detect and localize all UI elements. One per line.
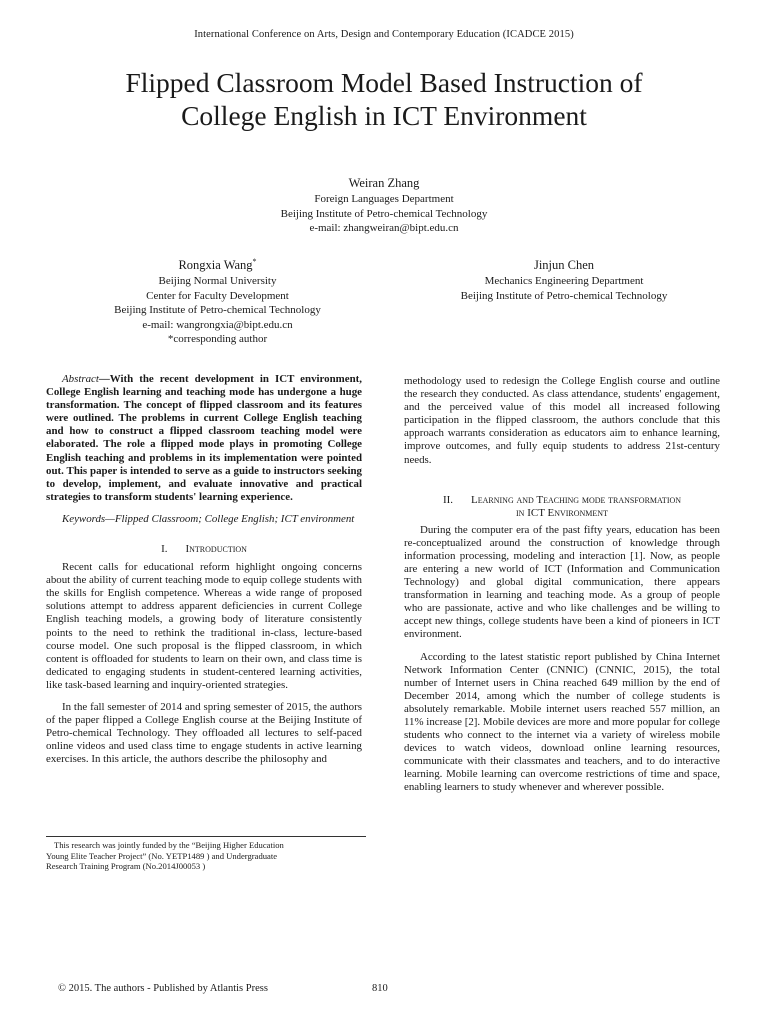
author-name: Jinjun Chen (533, 258, 595, 272)
left-column (46, 373, 362, 766)
author-affiliation: Center for Faculty Development (146, 289, 289, 302)
section-title: Learning and Teaching mode transformation (471, 493, 682, 506)
author-affiliation: Mechanics Engineering Department (484, 275, 644, 287)
section-number: I. (161, 543, 168, 556)
section-number: II. (442, 493, 454, 506)
footnote (46, 840, 366, 872)
author-affiliation: Foreign Languages Department (314, 193, 454, 205)
author-affiliation: Beijing Institute of Petro-chemical Technology (114, 304, 321, 316)
paragraph: Recent calls for educational reform highlight ongoing concerns about the ability of current teaching mode to equip college students with the skills for English competence. Whereas a wide range of proposed solutions attempt to address apparent deficiencies in current College English teaching models, a growing body of literature consistently points to the need to rethink the traditional in-class, lecture-based course model. One such proposal is the flipped classroom, in which content is offloaded for students to learn on their own, and class time is dedicated to engaging students in student-centered learning activities, like task-based learning and inquiry-oriented strategies. (46, 561, 362, 691)
paper-title (40, 66, 728, 132)
copyright-footer: © 2015. The authors - Published by Atlantis Press (58, 983, 268, 994)
author-affiliation: Beijing Institute of Petro-chemical Technology (280, 207, 488, 220)
author-block-wang (85, 257, 350, 347)
paragraph: methodology used to redesign the College English course and outline the research they conducted. As class attendance, students' engagement, and the perceived value of this model all increased following participation in the flipped classroom, the authors conclude that this approach warrants consideration as educators aim to enhance learning, improve outcomes, and fully equip students to address 21st-century needs. (404, 375, 720, 466)
section-title: in ICT Environment (516, 506, 608, 519)
author-email: e-mail: zhangweiran@bipt.edu.cn (309, 222, 459, 234)
author-email: e-mail: wangrongxia@bipt.edu.cn (142, 318, 293, 331)
author-block-zhang (184, 175, 584, 236)
author-affiliation: Beijing Institute of Petro-chemical Technology (460, 289, 668, 302)
section-title: Introduction (185, 543, 247, 556)
paragraph: In the fall semester of 2014 and spring semester of 2015, the authors of the paper flipped a College English course at the Beijing Institute of Petro-chemical Technology. They offloaded all lectures to self-paced online videos and used class time to engage students in active learning exercises. In this article, the authors describe the philosophy and (46, 700, 362, 766)
footnote-divider (46, 836, 366, 837)
footnote-line: This research was jointly funded by the “Beijing Higher Education (54, 840, 284, 850)
paragraph: According to the latest statistic report published by China Internet Network Information Center (CNNIC) (CNNIC, 2015), the total number of Internet users in China reached 649 million by the end of December 2014, among which the number of college students is absolutely remarkable. Mobile internet users reached 557 million, an 11% increase [2]. Mobile devices are more and more popular for college students who connect to the internet via a variety of wireless mobile devices to watch videos, download online learning resources, communicate with their classmates and teachers, and to do interactive learning. Mobile learning can overcome restrictions of time and space, enabling learners to study whenever and wherever possible. (404, 650, 720, 794)
section-heading-learning-and-teaching (404, 494, 720, 520)
right-column (404, 375, 720, 795)
page-number: 810 (372, 983, 388, 994)
author-name: Weiran Zhang (348, 176, 420, 190)
abstract (46, 373, 362, 504)
section-heading-introduction (46, 543, 362, 556)
corresponding-mark: * (252, 256, 257, 266)
author-affiliation: Beijing Normal University (158, 275, 277, 287)
footnote-line: Young Elite Teacher Project” (No. YETP1489 ) and Undergraduate (46, 850, 278, 861)
author-block-chen (424, 257, 704, 303)
keywords: Keywords—Flipped Classroom; College English; ICT environment (62, 512, 355, 525)
abstract-text: —With the recent development in ICT environment, College English learning and teaching mode has undergone a huge transformation. The concept of flipped classroom and its features were outlined. The problems in current College English teaching and how to construct a flipped classroom teaching model were elaborated. The role a flipped mode plays in promoting College English teaching and problems in its implementation were pointed out. This paper is intended to serve as a guide to instructors seeking to develop, implement, and evaluate innovative and practical strategies to transform students' learning experience. (46, 373, 362, 503)
footnote-line: Research Training Program (No.2014J00053 ) (46, 861, 206, 872)
title-line-1: Flipped Classroom Model Based Instruction of (125, 67, 643, 98)
title-line-2: College English in ICT Environment (181, 100, 587, 131)
paragraph: During the computer era of the past fifty years, education has been re-conceptualized around the construction of knowledge through information processing, modeling and interaction [1]. Now, as people are entering a new world of ICT (Information and Communication Technology) and global digital communication, there appears transformation in learning and teaching mode. As a group of people who are passionate, active and who like challenges and be willing to accept new things, college students have been a kind of pioneers in ICT environment. (404, 523, 720, 641)
abstract-lead: Abstract (62, 373, 99, 385)
author-name: Rongxia Wang (178, 258, 253, 272)
corresponding-author-note: *corresponding author (167, 333, 268, 345)
running-header: International Conference on Arts, Design and Contemporary Education (ICADCE 2015) (194, 29, 574, 40)
